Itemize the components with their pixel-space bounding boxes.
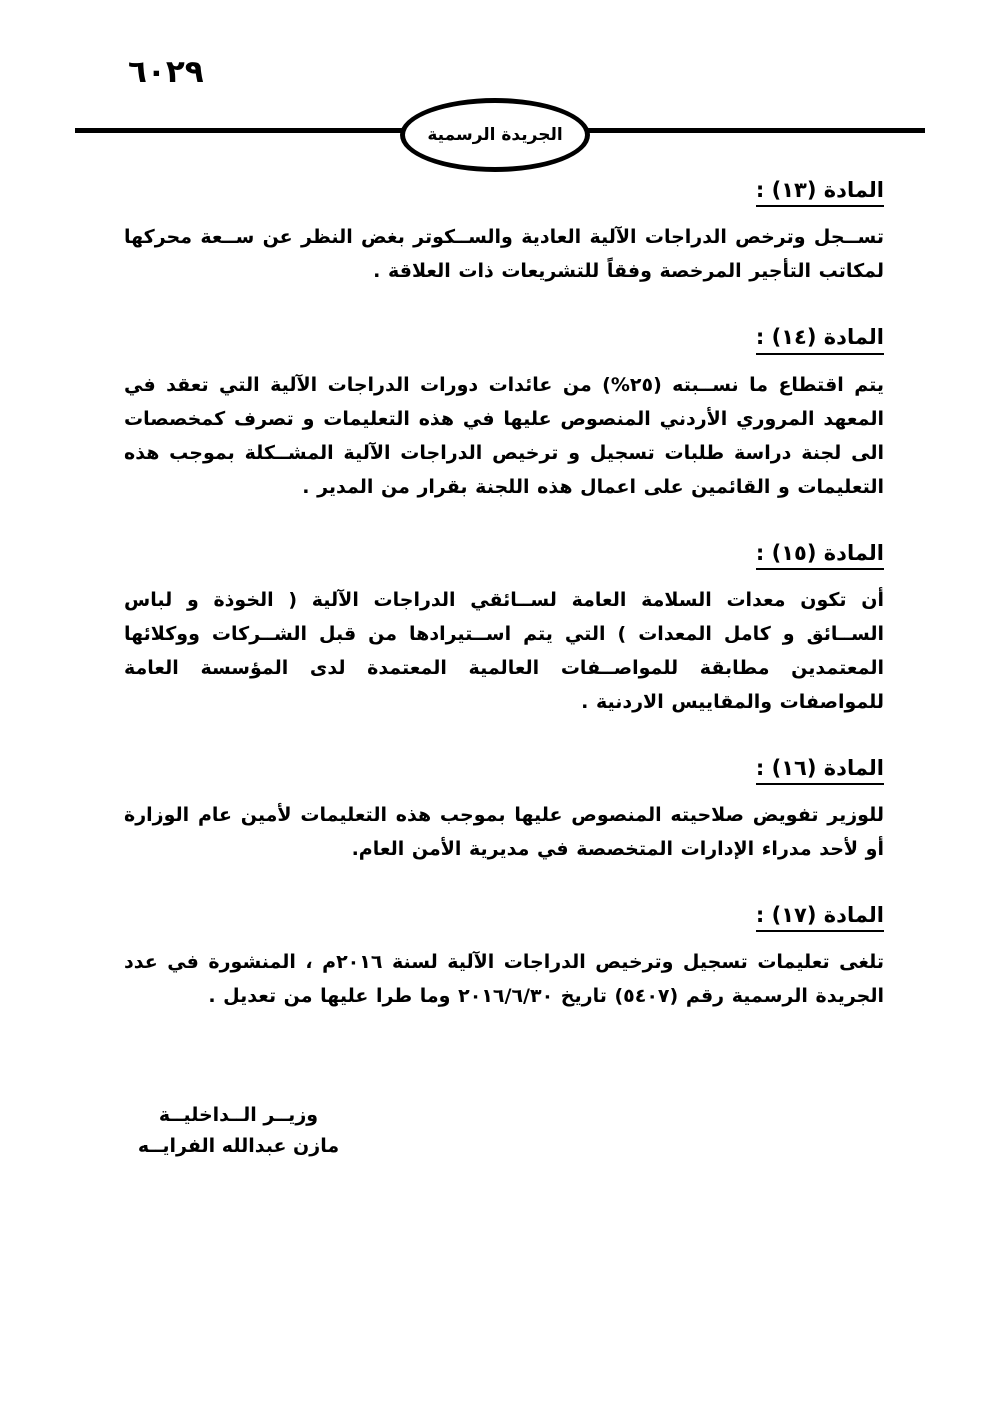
article-16 (124, 719, 884, 866)
article-body: تلغى تعليمات تسجيل وترخيص الدراجات الآلية لسنة ٢٠١٦م ، المنشورة في عدد الجريدة الرسمية رقم (٥٤٠٧) تاريخ ٢٠١٦/٦/٣٠ وما طرا عليها من تعديل . (124, 951, 884, 1008)
gazette-banner-oval (400, 98, 590, 172)
article-15 (124, 504, 884, 719)
article-body: يتم اقتطاع ما نســبته (٢٥%) من عائدات دورات الدراجات الآلية التي تعقد في المعهد المروري الأردني المنصوص عليها في هذه التعليمات و تصرف كمخصصات الى لجنة دراسة طلبات تسجيل و ترخيص الدراجات الآلية المشــكلة بموجب هذه التعليمات و القائمين على اعمال هذه اللجنة بقرار من المدير . (124, 373, 884, 498)
article-17 (124, 866, 884, 1013)
article-13 (124, 177, 884, 288)
page-number: ٦٠٢٩ (128, 54, 204, 90)
article-heading: المادة (١٧) : (756, 902, 884, 932)
article-14 (124, 288, 884, 503)
article-heading: المادة (١٣) : (756, 177, 884, 207)
signature-block (136, 1100, 341, 1162)
article-body: أن تكون معدات السلامة العامة لســائقي الدراجات الآلية ( الخوذة و لباس الســائق و كامل المعدات ) التي يتم اســتيرادها من قبل الشــركات ووكلائها المعتمدين مطابقة للمواصــفات العالمية المعتمدة لدى المؤسسة العامة للمواصفات والمقاييس الاردنية . (124, 588, 884, 713)
signature-title: وزيــر الــداخليــة (158, 1104, 319, 1126)
gazette-banner-title: الجريدة الرسمية (427, 125, 563, 145)
signature-name: مازن عبدالله الفرايــه (137, 1135, 340, 1157)
article-heading: المادة (١٦) : (756, 755, 884, 785)
articles-section (124, 177, 884, 1013)
article-heading: المادة (١٤) : (756, 324, 884, 354)
article-body: للوزير تفويض صلاحيته المنصوص عليها بموجب هذه التعليمات لأمين عام الوزارة أو لأحد مدراء الإدارات المتخصصة في مديرية الأمن العام. (124, 804, 884, 860)
article-body: تســجل وترخص الدراجات الآلية العادية والســكوتر بغض النظر عن ســعة محركها لمكاتب التأجير المرخصة وفقاً للتشريعات ذات العلاقة . (124, 226, 884, 283)
article-heading: المادة (١٥) : (756, 540, 884, 570)
